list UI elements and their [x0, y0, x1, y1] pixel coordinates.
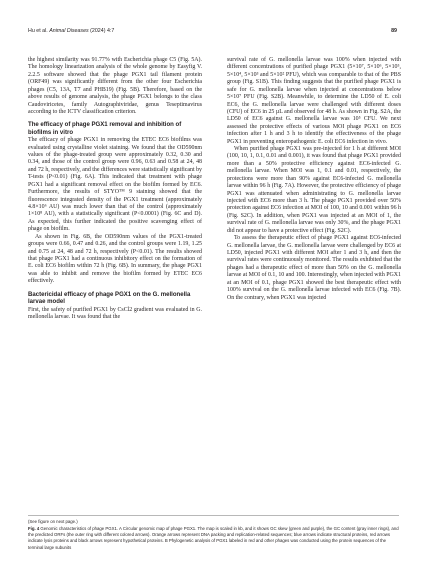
header-journal: Animal Diseases: [49, 28, 89, 34]
running-header: [28, 28, 114, 34]
right-paragraph-2: When purified phage PGX1 was pre-injected for 1 h at different MOI (100, 10, 1, 0.1, 0.01 and 0.001), it was found that phage PGX1 provided more than a 50% protective efficiency against EC6-infected G. mellonella larvae. When MOI was 1, 0.1 and 0.01, respectively, the protections were more than 90% against EC6-infected G. mellonella larvae within 96 h (Fig. 7A). However, the protective efficiency of phage PGX1 was attenuated when administrating to G. mellonella larvae injected with EC6 more than 3 h. The phage PGX1 provided over 50% protection against EC6 infection at MOI of 100, 10 and 0.001 within 96 h (Fig. S2C). In addition, when PGX1 was injected at an MOI of 1, the survival rate of G. mellonella larvae was only 30%, and the phage PGX1 did not appear to have a protective effect (Fig. S2C).: [227, 146, 401, 234]
figure-caption: [28, 526, 400, 551]
header-citation: (2024) 4:7: [90, 28, 115, 34]
page-number: 89: [391, 28, 397, 34]
left-paragraph-2: The efficacy of phage PGX1 in removing the ETEC EC6 biofilms was evaluated using crystalline violet staining. We found that the OD590nm values of the phage-treated group were approximately 0.32, 0.30 and 0.34, and those of the control group were 0.96, 0.63 and 0.58 at 24, 48 and 72 h, respectively, and the differences were statistically significant by T-tests (P<0.01) (Fig. 6A). This indicated that treatment with phage PGX1 had a significant removal effect on the biofilm formed by EC6. Furthermore, the results of STYO™ 9 staining showed that the fluorescence integrated density of the PGX1 treatment (approximately 4.8×10⁶ AU) was much lower than that of the control (approximately 1×10⁸ AU), with a statistically significant (P<0.0001) (Fig. 6C and D). As expected, this further indicated the positive scavenging effect of phage on biofilm.: [28, 137, 202, 233]
figure-caption-label: Fig. 4: [28, 526, 40, 531]
right-paragraph-1: survival rate of G. mellonella larvae was 100% when injected with different concentrations of purified phage PGX1 (5×10⁷, 5×10⁶, 5×10⁵, 5×10⁴, 5×10³ and 5×10² PFU), which was comparable to that of the PBS group (Fig. S1B). This finding suggests that the purified phage PGX1 is safe for G. mellonella larvae when injected at concentrations below 5×10⁷ PFU (Fig. S2B). Meanwhile, to determine the LD50 of E. coli EC6, the G. mellonella larvae were challenged with different doses (CFU) of EC6 in 25 µL and observed for 48 h. As shown in Fig. S2A, the LD50 of EC6 against G. mellonella larvae was 10⁵ CFU. We next assessed the protective effects of various MOI phage PGX1 on EC6 infection after 1 h and 3 h to identify the effectiveness of the phage PGX1 in preventing enteropathogenic E. coli EC6 infection in vivo.: [227, 57, 401, 145]
left-paragraph-4: First, the safety of purified PGX1 by CsCl2 gradient was evaluated in G. mellonella larvae. It was found that the: [28, 306, 202, 320]
right-column: [227, 57, 401, 302]
section-heading-larvae: Bactericidal efficacy of phage PGX1 on the G. mellonella larvae model: [28, 291, 191, 306]
caption-divider: [28, 515, 399, 516]
left-paragraph-3: As shown in Fig. 6B, the OD590nm values of the PGX1-treated groups were 0.66, 0.47 and 0.26, and the control groups were 1.19, 1.25 and 0.75 at 24, 48 and 72 h, respectively (P<0.01). The results showed that phage PGX1 had a continuous inhibitory effect on the formation of E. coli EC6 biofilm within 72 h (Fig. 6B). In summary, the phage PGX1 was able to inhibit and remove the biofilm formed by ETEC EC6 effectively.: [28, 233, 202, 285]
section-heading-biofilm: The efficacy of phage PGX1 removal and inhibition of biofilms in vitro: [28, 122, 182, 136]
left-paragraph-1: the highest similarity was 91.77% with Escherichia phage C5 (Fig. 5A). The homology linearization analysis of the whole genome by Easyfig V. 2.2.5 software showed that the phage PGX1 tail filament protein (ORF49) was significantly different from the other four Escherichia phages (C5, 13A, T7 and PHB19) (Fig. 5B). Therefore, based on the above results of genome analysis, the phage PGX1 belongs to the class Caudoviricetes, family Autographiviridae, genus Teseptimavirus according to the ICTV classification criterion.: [28, 57, 202, 115]
see-figure-note: (See figure on next page.): [28, 519, 78, 524]
right-paragraph-3: To assess the therapeutic effect of phage PGX1 against EC6-infected G. mellonella larvae, the G. mellonella larvae were challenged by EC6 at LD50, injected PGX1 with different MOI after 1 and 3 h, and then the survival rates were continuously monitored. The results exhibited that the phages had a therapeutic effect of more than 50% on the G. mellonella larvae at MOI of 0.1, 10 and 100. Interestingly, when injected with PGX1 at an MOI of 0.1, phage PGX1 showed the best therapeutic effect with 100% survival on the G. mellonella larvae infected with EC6 (Fig. 7B). On the contrary, when PGX1 was injected: [227, 235, 401, 301]
figure-caption-text: Genomic characteristics of phage PGX1. A Circular genomic map of phage PGX1. The map is scaled in kb, and it shows GC skew (green and purple), the GC content (gray inner rings), and the predicted ORFs (the outer ring with different colored arrows). Orange arrows represent DNA packing and replication-related sequences; blue arrows indicate structural proteins, red arrows indicate lysis proteins and black arrows represent hypothetical proteins. B Phylogenetic analysis of PGX1 labeled in red and other phages was conducted using the protein sequences of the terminal large subunits: [28, 526, 399, 550]
left-column: [28, 57, 202, 321]
header-author: Hu et al.: [28, 28, 48, 34]
